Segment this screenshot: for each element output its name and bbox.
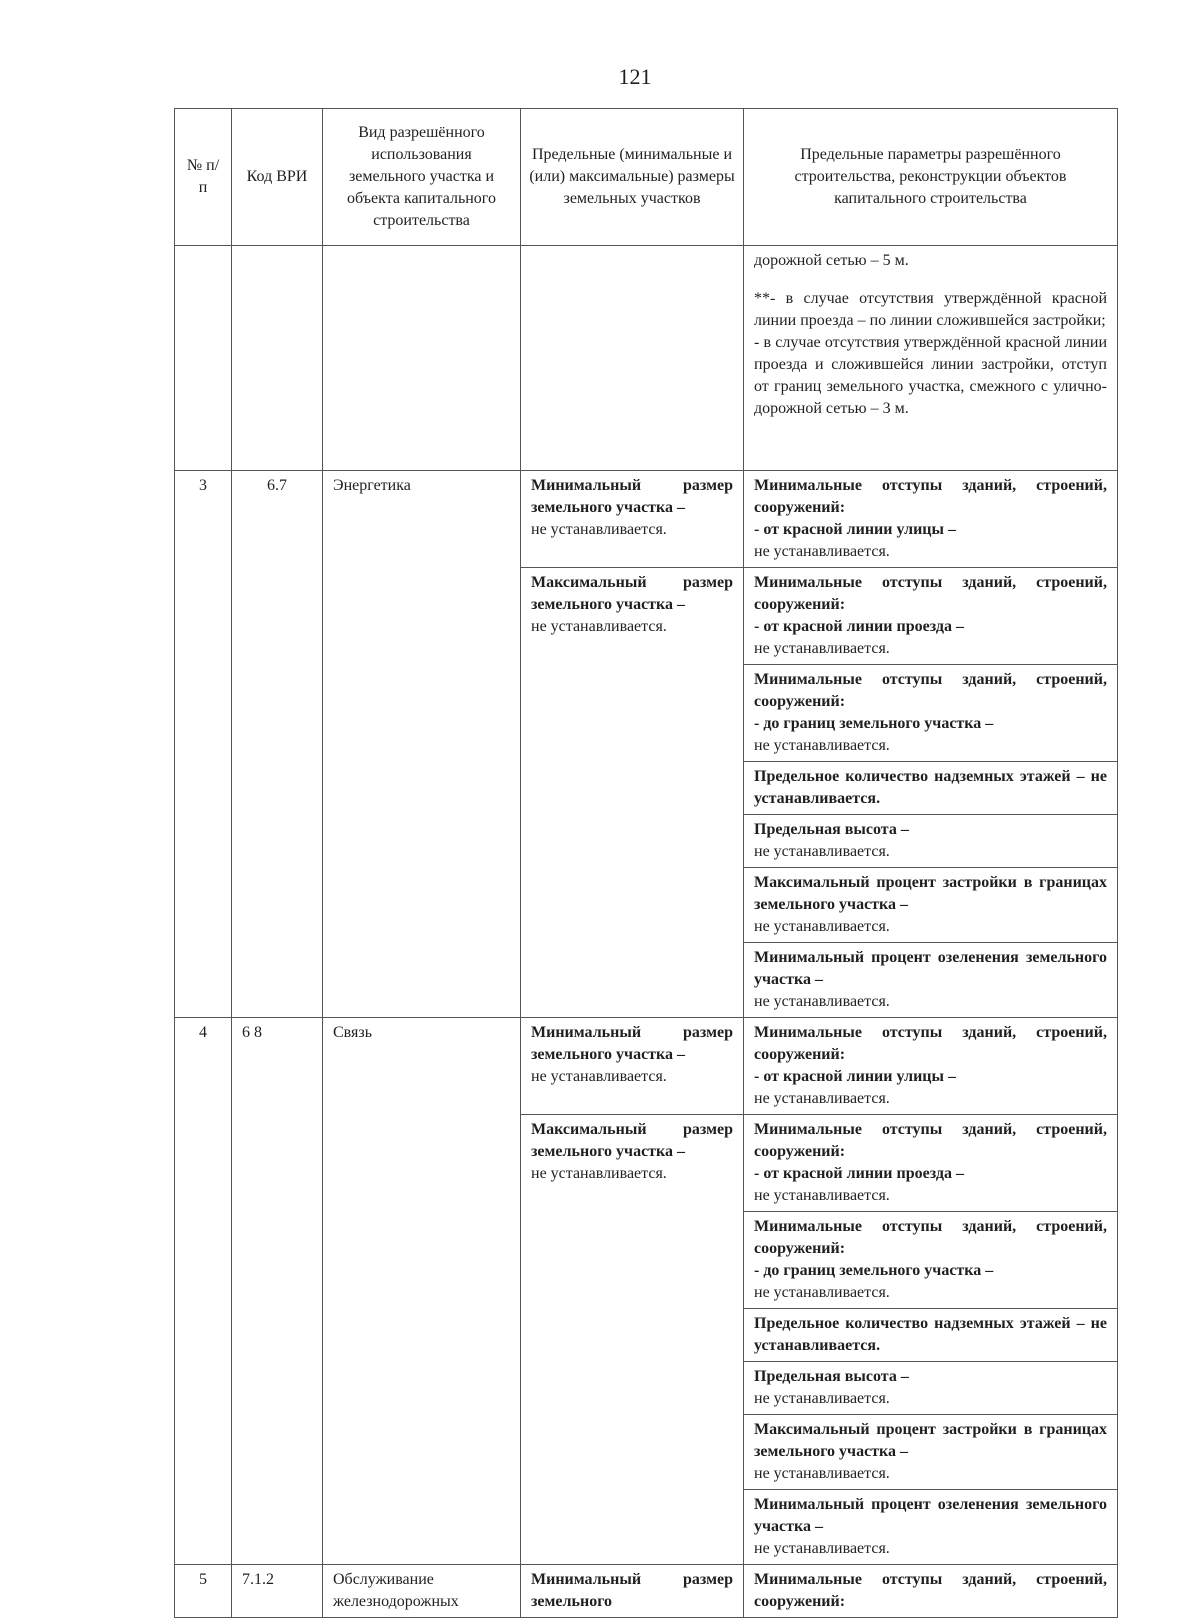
param-cell: Предельное количество надземных этажей – не устанавливается. xyxy=(744,1309,1118,1362)
row-kind: Энергетика xyxy=(323,471,521,1018)
row-kind: Обслуживание железнодорожных xyxy=(323,1565,521,1618)
row-kind: Связь xyxy=(323,1018,521,1565)
param-cell: Минимальные отступы зданий, строений, сооружений: - до границ земельного участка – не устанавливается. xyxy=(744,665,1118,762)
param-cell: Минимальные отступы зданий, строений, сооружений: - до границ земельного участка – не устанавливается. xyxy=(744,1212,1118,1309)
table-row-continuation xyxy=(175,246,1118,471)
size-min-cell: Минимальный размер земельного xyxy=(521,1565,744,1618)
size-min-cell: Минимальный размер земельного участка – не устанавливается. xyxy=(521,471,744,568)
continuation-p1: дорожной сетью – 5 м. xyxy=(754,252,909,269)
param-cell: Минимальные отступы зданий, строений, сооружений: - от красной линии улицы – не устанавливается. xyxy=(744,1018,1118,1115)
param-cell: Предельная высота – не устанавливается. xyxy=(744,815,1118,868)
continuation-text xyxy=(744,246,1118,471)
param-cell: Максимальный процент застройки в границах земельного участка – не устанавливается. xyxy=(744,868,1118,943)
header-num: № п/п xyxy=(175,109,232,246)
param-cell: Минимальные отступы зданий, строений, сооружений: xyxy=(744,1565,1118,1618)
row-code: 6 8 xyxy=(232,1018,323,1565)
header-params: Предельные параметры разрешённого строительства, реконструкции объектов капитального строительства xyxy=(744,109,1118,246)
table-header-row xyxy=(175,109,1118,246)
continuation-p3: - в случае отсутствия утверждённой красной линии проезда и сложившейся линии застройки, отступ от границ земельного участка, смежного с улично-дорожной сетью – 3 м. xyxy=(754,334,1107,417)
page-number: 121 xyxy=(618,64,652,89)
param-cell: Максимальный процент застройки в границах земельного участка – не устанавливается. xyxy=(744,1415,1118,1490)
size-min-cell: Минимальный размер земельного участка – не устанавливается. xyxy=(521,1018,744,1115)
table-row xyxy=(175,1565,1118,1618)
param-cell: Минимальные отступы зданий, строений, сооружений: - от красной линии проезда – не устанавливается. xyxy=(744,568,1118,665)
param-cell: Предельное количество надземных этажей – не устанавливается. xyxy=(744,762,1118,815)
param-cell: Минимальные отступы зданий, строений, сооружений: - от красной линии проезда – не устанавливается. xyxy=(744,1115,1118,1212)
param-cell: Минимальный процент озеленения земельного участка – не устанавливается. xyxy=(744,943,1118,1018)
continuation-p2: **- в случае отсутствия утверждённой красной линии проезда – по линии сложившейся застройки; xyxy=(754,290,1107,329)
row-num: 4 xyxy=(175,1018,232,1565)
row-code: 7.1.2 xyxy=(232,1565,323,1618)
table-row xyxy=(175,471,1118,568)
row-num: 3 xyxy=(175,471,232,1018)
header-kind: Вид разрешённого использования земельного участка и объекта капитального строительства xyxy=(323,109,521,246)
param-cell: Предельная высота – не устанавливается. xyxy=(744,1362,1118,1415)
row-num: 5 xyxy=(175,1565,232,1618)
size-max-cell: Максимальный размер земельного участка – не устанавливается. xyxy=(521,568,744,1018)
header-size: Предельные (минимальные и (или) максимальные) размеры земельных участков xyxy=(521,109,744,246)
header-code: Код ВРИ xyxy=(232,109,323,246)
row-code: 6.7 xyxy=(232,471,323,1018)
param-cell: Минимальные отступы зданий, строений, сооружений: - от красной линии улицы – не устанавливается. xyxy=(744,471,1118,568)
table-row xyxy=(175,1018,1118,1115)
regulations-table xyxy=(174,108,1118,1618)
param-cell: Минимальный процент озеленения земельного участка – не устанавливается. xyxy=(744,1490,1118,1565)
size-max-cell: Максимальный размер земельного участка – не устанавливается. xyxy=(521,1115,744,1565)
